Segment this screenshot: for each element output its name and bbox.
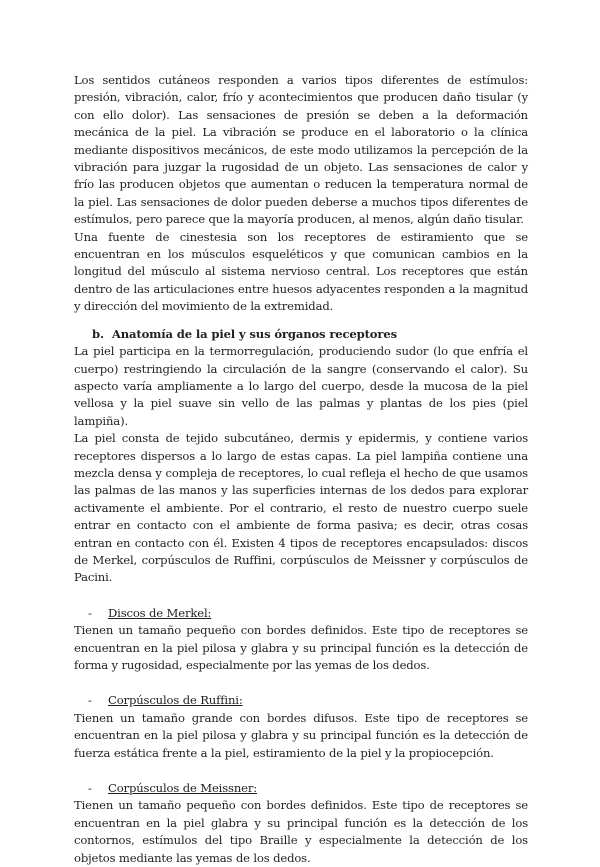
skin-paragraph-receptors: La piel consta de tejido subcutáneo, dermis y epidermis, y contiene varios receptores dispersos a lo largo de estas capas. La piel lampiña contiene una mezcla densa y compleja de receptores, lo cual refleja el hecho de que usamos las palmas de las manos y las superficies internas de los dedos para explorar activamente el ambiente. Por el contrario, el resto de nuestro cuerpo suele entrar en contacto con el ambiente de forma pasiva; es decir, otras cosas entran en contacto con él. Existen 4 tipos de receptores encapsulados: discos de Merkel, corpúsculos de Ruffini, corpúsculos de Meissner y corpúsculos de Pacini. (74, 431, 528, 585)
bullet-dash: - (88, 605, 92, 620)
receptor-term: Corpúsculos de Ruffini: (108, 693, 243, 708)
section-title: Anatomía de la piel y sus órganos receptores (111, 326, 397, 341)
bullet-dash: - (88, 693, 92, 708)
skin-paragraph-thermoregulation: La piel participa en la termorregulación, produciendo sudor (lo que enfría el cuerpo) restringiendo la circulación de la sangre (conservando el calor). Su aspecto varía ampliamente a lo largo del cuerpo, desde la mucosa de la piel vellosa y la piel suave sin vello de las palmas y plantas de los pies (piel lampiña). (74, 344, 528, 428)
receptor-description-ruffini: Tienen un tamaño grande con bordes difusos. Este tipo de receptores se encuentran en la piel pilosa y glabra y su principal función es la detección de fuerza estática frente a la piel, estiramiento de la piel y la propiocepción. (74, 710, 528, 760)
receptor-heading-ruffini (88, 692, 528, 709)
intro-paragraph-cutaneous-senses: Los sentidos cutáneos responden a varios tipos diferentes de estímulos: presión, vibración, calor, frío y acontecimientos que producen daño tisular (y con ello dolor). Las sensaciones de presión se deben a la deformación mecánica de la piel. La vibración se produce en el laboratorio o la clínica mediante dispositivos mecánicos, de este modo utilizamos la percepción de la vibración para juzgar la rugosidad de un objeto. Las sensaciones de calor y frío las producen objetos que aumentan o reducen la temperatura normal de la piel. Las sensaciones de dolor pueden deberse a muchos tipos diferentes de estímulos, pero parece que la mayoría producen, al menos, algún daño tisular. (74, 73, 528, 227)
section-label: b. (92, 326, 104, 341)
receptor-heading-merkel (88, 605, 528, 622)
receptor-description-meissner: Tienen un tamaño pequeño con bordes definidos. Este tipo de receptores se encuentran en la piel glabra y su principal función es la detección de los contornos, estímulos del tipo Braille y especialmente la detección de los objetos mediante las yemas de los dedos. (74, 798, 528, 865)
receptor-term: Discos de Merkel: (108, 605, 212, 620)
intro-paragraph-kinesthesia: Una fuente de cinestesia son los receptores de estiramiento que se encuentran en los músculos esqueléticos y que comunican cambios en la longitud del músculo al sistema nervioso central. Los receptores que están dentro de las articulaciones entre huesos adyacentes responden a la magnitud y dirección del movimiento de la extremidad. (74, 229, 528, 314)
receptor-heading-meissner (88, 780, 528, 797)
section-heading (92, 326, 528, 343)
receptor-term: Corpúsculos de Meissner: (108, 781, 257, 796)
receptor-description-merkel: Tienen un tamaño pequeño con bordes definidos. Este tipo de receptores se encuentran en la piel pilosa y glabra y su principal función es la detección de forma y rugosidad, especialmente por las yemas de los dedos. (74, 623, 528, 672)
bullet-dash: - (88, 781, 92, 796)
